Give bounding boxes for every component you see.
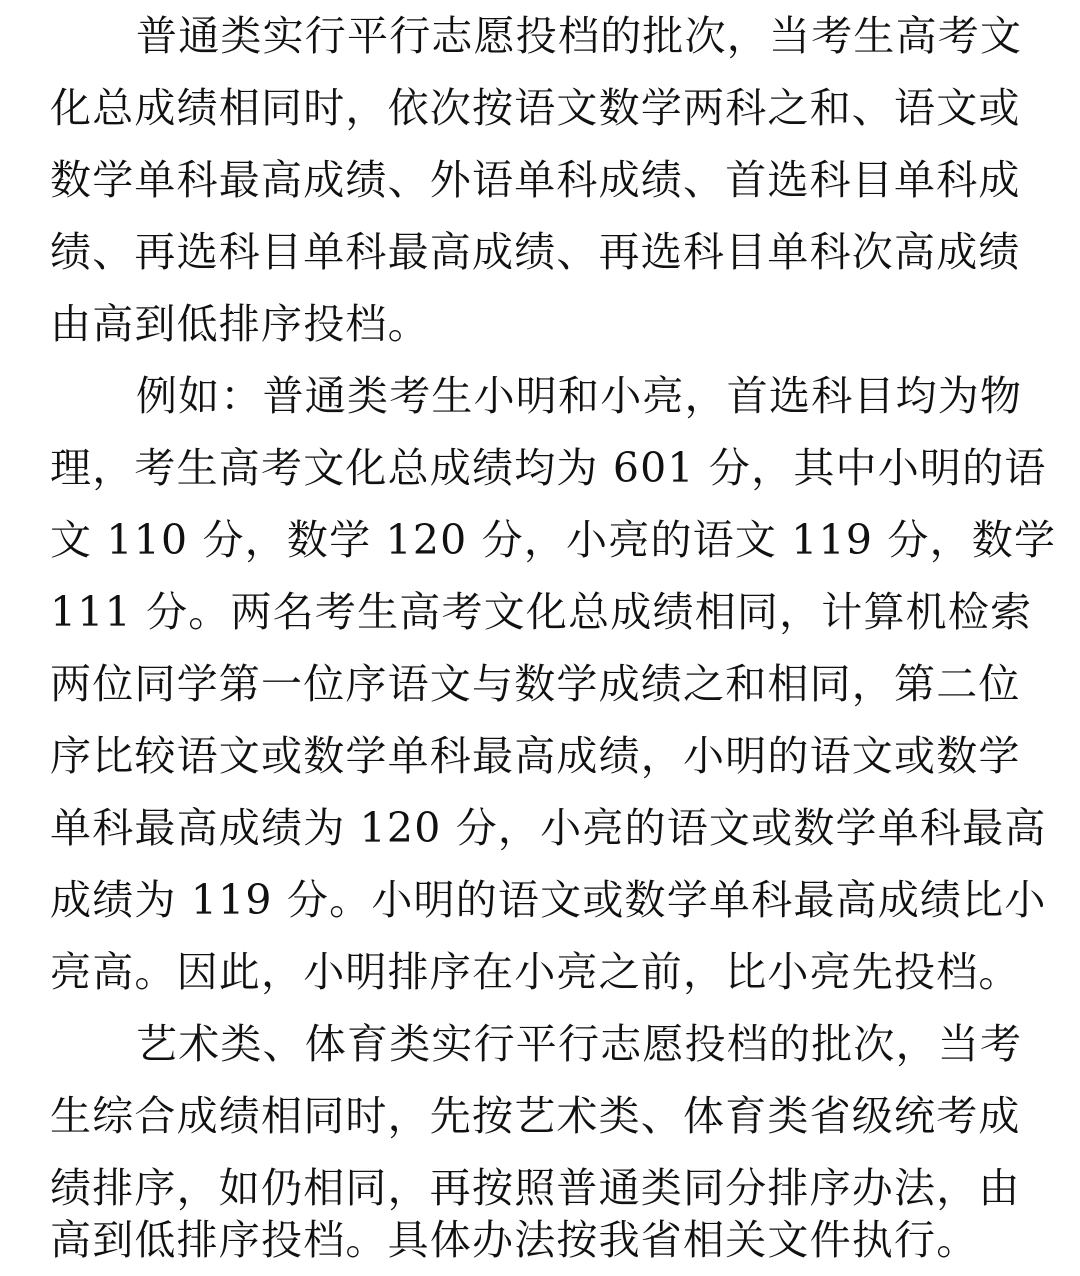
paragraph-2-line-5: 两位同学第一位序语文与数学成绩之和相同，第二位: [50, 660, 1021, 708]
paragraph-3-line-1: 艺术类、体育类实行平行志愿投档的批次，当考: [136, 1020, 1023, 1068]
paragraph-3-line-4: 高到低排序投档。具体办法按我省相关文件执行。: [50, 1216, 979, 1264]
paragraph-1-line-3: 数学单科最高成绩、外语单科成绩、首选科目单科成: [50, 156, 1021, 204]
paragraph-1-line-5: 由高到低排序投档。: [50, 300, 430, 348]
paragraph-1-line-4: 绩、再选科目单科最高成绩、再选科目单科次高成绩: [50, 228, 1021, 276]
paragraph-2-line-3: 文 110 分，数学 120 分，小亮的语文 119 分，数学: [50, 516, 1057, 564]
paragraph-3-line-3: 绩排序，如仍相同，再按照普通类同分排序办法，由: [50, 1164, 1021, 1212]
paragraph-2-line-6: 序比较语文或数学单科最高成绩，小明的语文或数学: [50, 732, 1021, 780]
paragraph-2-line-8: 成绩为 119 分。小明的语文或数学单科最高成绩比小: [50, 876, 1047, 924]
paragraph-2-line-7: 单科最高成绩为 120 分，小亮的语文或数学单科最高: [50, 804, 1047, 852]
paragraph-1-line-1: 普通类实行平行志愿投档的批次，当考生高考文: [136, 12, 1023, 60]
paragraph-3-line-2: 生综合成绩相同时，先按艺术类、体育类省级统考成: [50, 1092, 1021, 1140]
paragraph-1-line-2: 化总成绩相同时，依次按语文数学两科之和、语文或: [50, 84, 1021, 132]
paragraph-2-line-4: 111 分。两名考生高考文化总成绩相同，计算机检索: [50, 588, 1033, 636]
paragraph-2-line-1: 例如：普通类考生小明和小亮，首选科目均为物: [136, 372, 1023, 420]
paragraph-2-line-9: 亮高。因此，小明排序在小亮之前，比小亮先投档。: [50, 948, 1021, 996]
paragraph-2-line-2: 理，考生高考文化总成绩均为 601 分，其中小明的语: [50, 444, 1047, 492]
